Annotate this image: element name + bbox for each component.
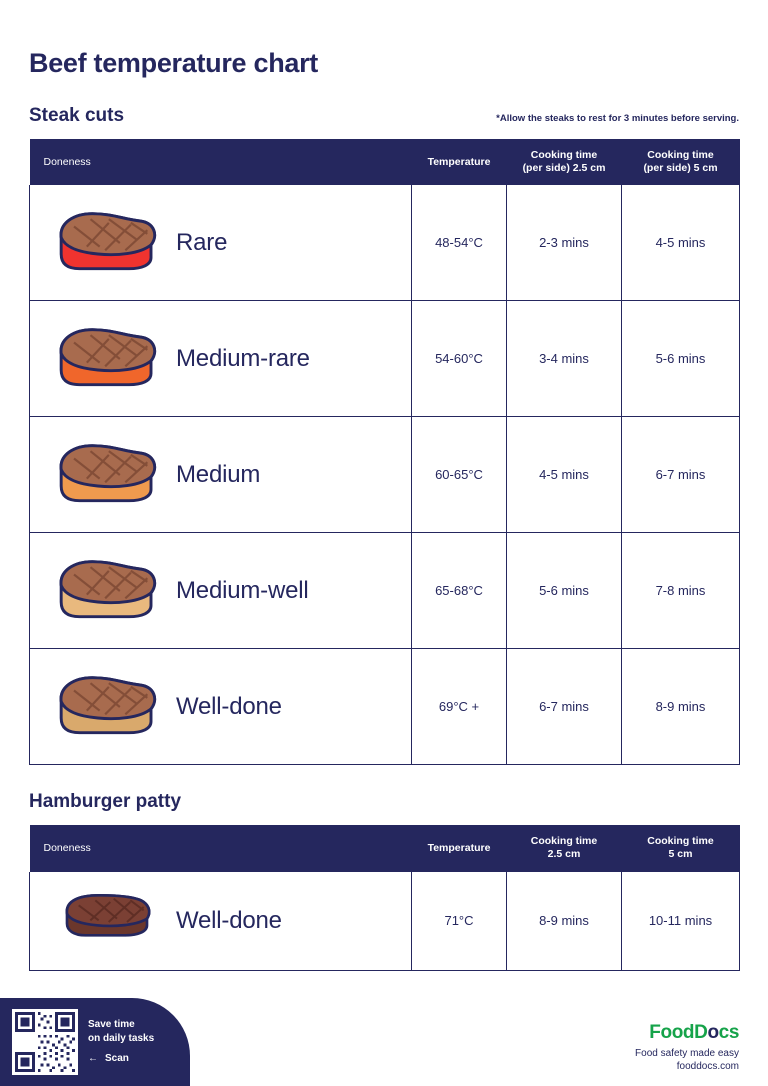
hamburger-patty-table (29, 825, 740, 970)
table-header-row (30, 139, 740, 185)
brand-name-part3: cs (718, 1022, 739, 1043)
cooking-time-5-cell: 6-7 mins (622, 417, 740, 533)
cooking-time-25-cell: 6-7 mins (507, 649, 622, 765)
temperature-cell: 71°C (412, 872, 507, 971)
header-line-1: Cooking time (530, 835, 598, 848)
doneness-cell (30, 185, 412, 301)
scan-line-1: Save time (88, 1019, 135, 1031)
steak-cuts-table (29, 139, 740, 765)
scan-text (78, 1018, 154, 1066)
page-footer (0, 994, 768, 1086)
table-row (30, 417, 740, 533)
doneness-cell (30, 417, 412, 533)
temperature-cell: 69°C + (412, 649, 507, 765)
cooking-time-5-cell: 8-9 mins (622, 649, 740, 765)
steak-medium-well-icon (52, 552, 162, 630)
scan-label: Scan (105, 1053, 129, 1065)
cooking-time-25-cell: 5-6 mins (507, 533, 622, 649)
doneness-cell (30, 872, 412, 971)
brand-name-part1: FoodD (649, 1022, 708, 1043)
temperature-cell: 54-60°C (412, 301, 507, 417)
cooking-time-25-cell: 4-5 mins (507, 417, 622, 533)
resting-note: *Allow the steaks to rest for 3 minutes before serving. (496, 113, 739, 124)
table-row (30, 533, 740, 649)
section-header-hamburger-patty (29, 765, 739, 813)
table-row (30, 649, 740, 765)
arrow-left-icon: ← (88, 1053, 99, 1065)
cooking-time-5-cell: 5-6 mins (622, 301, 740, 417)
brand-logo (635, 1022, 739, 1044)
doneness-label: Medium-well (176, 576, 309, 604)
table-row (30, 872, 740, 971)
brand-name-part2: o (707, 1022, 719, 1043)
cooking-time-5-cell: 10-11 mins (622, 872, 740, 971)
steak-medium-rare-icon (52, 320, 162, 398)
header-line-1: Cooking time (647, 149, 714, 161)
brand-tagline: Food safety made easy (635, 1048, 739, 1059)
doneness-cell (30, 301, 412, 417)
steak-medium-icon (52, 436, 162, 514)
header-line-1: Cooking time (647, 835, 714, 848)
table-row (30, 301, 740, 417)
table-header-row (30, 825, 740, 871)
column-header-temperature: Temperature (412, 825, 507, 871)
page-title: Beef temperature chart (29, 48, 319, 78)
column-header-doneness: Doneness (30, 825, 412, 871)
column-header-cooking-time-25 (507, 139, 622, 185)
section-title-hamburger-patty: Hamburger patty (29, 791, 182, 813)
temperature-cell: 65-68°C (412, 533, 507, 649)
column-header-cooking-time-5 (622, 139, 740, 185)
scan-line-2: on daily tasks (88, 1032, 155, 1044)
cooking-time-25-cell: 8-9 mins (507, 872, 622, 971)
doneness-label: Medium-rare (176, 344, 310, 372)
doneness-label: Well-done (176, 906, 282, 934)
header-line-2: (per side) 5 cm (643, 162, 718, 175)
doneness-label: Medium (176, 460, 261, 488)
section-header-steak-cuts (29, 79, 739, 127)
doneness-label: Well-done (176, 692, 282, 720)
qr-code[interactable] (12, 1009, 78, 1075)
column-header-doneness: Doneness (30, 139, 412, 185)
steak-rare-icon (52, 204, 162, 282)
column-header-cooking-time-25 (507, 825, 622, 871)
scan-cta[interactable] (0, 998, 190, 1086)
section-title-steak-cuts: Steak cuts (29, 105, 125, 126)
column-header-temperature: Temperature (412, 139, 507, 185)
temperature-cell: 60-65°C (412, 417, 507, 533)
doneness-cell (30, 649, 412, 765)
header-line-2: 2.5 cm (547, 848, 581, 861)
steak-well-done-icon (52, 668, 162, 746)
header-line-2: (per side) 2.5 cm (522, 162, 606, 175)
doneness-label: Rare (176, 228, 228, 256)
doneness-cell (30, 533, 412, 649)
table-row (30, 185, 740, 301)
cooking-time-5-cell: 4-5 mins (622, 185, 740, 301)
header-line-1: Cooking time (530, 149, 598, 161)
cooking-time-5-cell: 7-8 mins (622, 533, 740, 649)
brand-url[interactable]: fooddocs.com (676, 1061, 739, 1072)
header-line-2: 5 cm (668, 848, 693, 861)
temperature-cell: 48-54°C (412, 185, 507, 301)
cooking-time-25-cell: 3-4 mins (507, 301, 622, 417)
scan-action[interactable] (88, 1052, 154, 1066)
brand-block (635, 1022, 739, 1072)
cooking-time-25-cell: 2-3 mins (507, 185, 622, 301)
column-header-cooking-time-5 (622, 825, 740, 871)
patty-well-done-icon (52, 882, 162, 960)
